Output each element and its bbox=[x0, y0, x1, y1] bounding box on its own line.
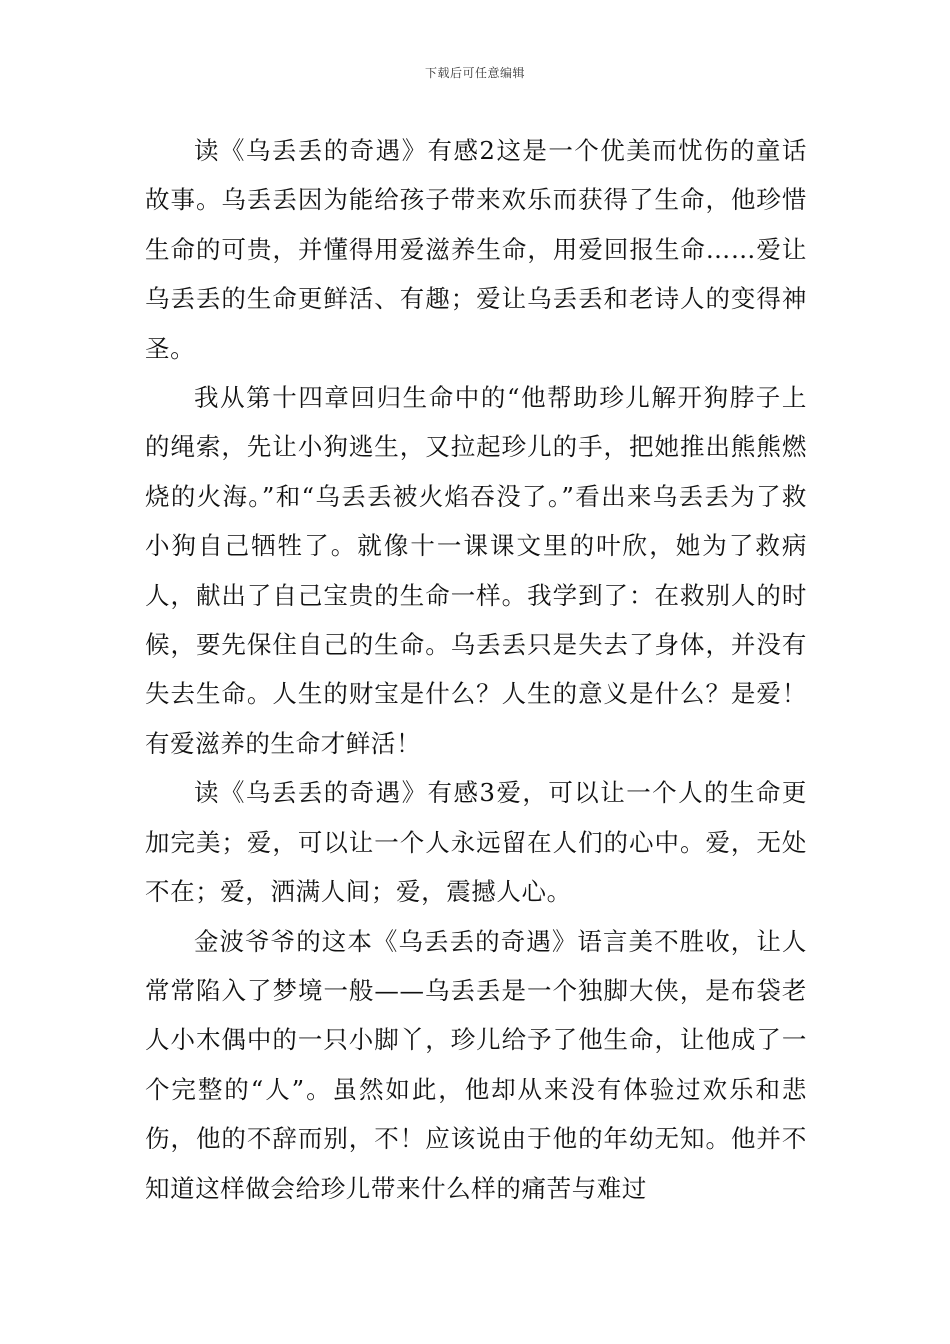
document-body bbox=[145, 126, 807, 1213]
paragraph-4: 金波爷爷的这本《乌丢丢的奇遇》语言美不胜收，让人常常陷入了梦境一般——乌丢丢是一个独脚大侠，是布袋老人小木偶中的一只小脚丫，珍儿给予了他生命，让他成了一个完整的“人”。虽然如此，他却从来没有体验过欢乐和悲伤，他的不辞而别，不！应该说由于他的年幼无知。他并不知道这样做会给珍儿带来什么样的痛苦与难过 bbox=[145, 926, 807, 1203]
page-header: 下载后可任意编辑 bbox=[424, 66, 525, 80]
paragraph-3: 读《乌丢丢的奇遇》有感3爱，可以让一个人的生命更加完美；爱，可以让一个人永远留在人们的心中。爱，无处不在；爱，洒满人间；爱，震撼人心。 bbox=[145, 778, 807, 907]
paragraph-1: 读《乌丢丢的奇遇》有感2这是一个优美而忧伤的童话故事。乌丢丢因为能给孩子带来欢乐而获得了生命，他珍惜生命的可贵，并懂得用爱滋养生命，用爱回报生命……爱让乌丢丢的生命更鲜活、有趣；爱让乌丢丢和老诗人的变得神圣。 bbox=[145, 136, 807, 363]
paragraph-2: 我从第十四章回归生命中的“他帮助珍儿解开狗脖子上的绳索，先让小狗逃生，又拉起珍儿的手，把她推出熊熊燃烧的火海。”和“乌丢丢被火焰吞没了。”看出来乌丢丢为了救小狗自己牺牲了。就像十一课课文里的叶欣，她为了救病人，献出了自己宝贵的生命一样。我学到了：在救别人的时候，要先保住自己的生命。乌丢丢只是失去了身体，并没有失去生命。人生的财宝是什么？人生的意义是什么？是爱！有爱滋养的生命才鲜活！ bbox=[145, 383, 807, 758]
